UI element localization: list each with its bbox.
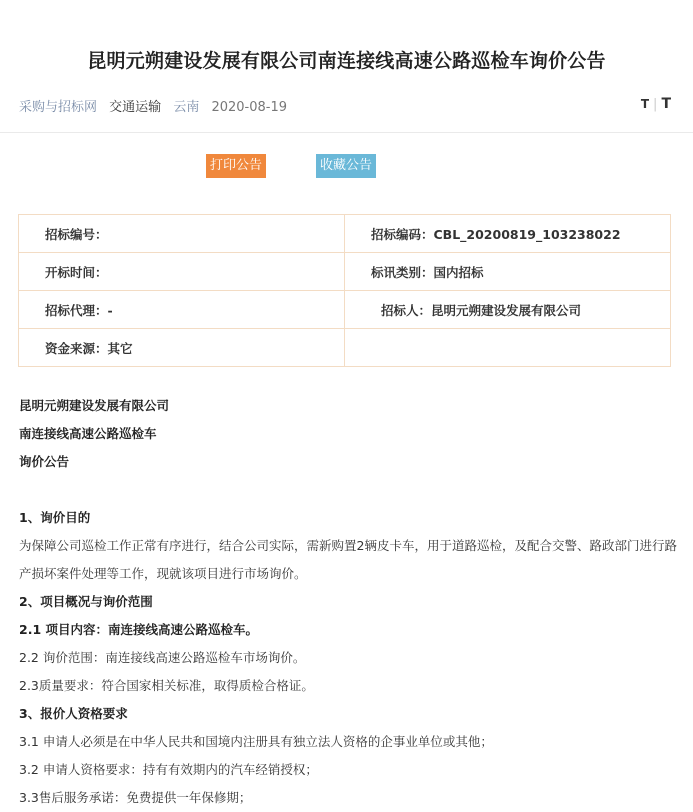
paragraph: 2.1 项目内容：南连接线高速公路巡检车。 [19, 622, 258, 637]
table-cell: 招标人：昆明元朔建设发展有限公司 [345, 291, 671, 329]
heading-line: 昆明元朔建设发展有限公司 [19, 398, 170, 413]
table-cell: 开标时间： [19, 253, 345, 291]
table-cell: 标讯类别：国内招标 [345, 253, 671, 291]
table-row [19, 329, 671, 367]
announcement-body [19, 392, 679, 812]
paragraph: 2.2 询价范围：南连接线高速公路巡检车市场询价。 [19, 650, 306, 665]
source-link[interactable]: 采购与招标网 [19, 100, 98, 115]
header-divider [0, 132, 693, 133]
print-button[interactable]: 打印公告 [206, 154, 266, 178]
table-cell [345, 329, 671, 367]
heading-line: 南连接线高速公路巡检车 [19, 426, 157, 441]
bid-info-table [18, 214, 671, 367]
font-size-controls: T | T [640, 96, 671, 112]
favorite-button[interactable]: 收藏公告 [316, 154, 376, 178]
table-row [19, 253, 671, 291]
table-cell: 招标编号： [19, 215, 345, 253]
font-large-button[interactable]: T [640, 97, 650, 111]
paragraph: 2.3质量要求：符合国家相关标准，取得质检合格证。 [19, 678, 314, 693]
spacer [19, 476, 679, 504]
paragraph: 3、报价人资格要求 [19, 706, 128, 721]
table-cell: 资金来源：其它 [19, 329, 345, 367]
paragraph: 3.1 申请人必须是在中华人民共和国境内注册具有独立法人资格的企事业单位或其他； [19, 734, 493, 749]
article-meta [19, 96, 671, 115]
paragraph: 1、询价目的 [19, 510, 91, 525]
paragraph: 3.3售后服务承诺：免费提供一年保修期； [19, 790, 252, 805]
paragraph: 3.2 申请人资格要求：持有有效期内的汽车经销授权； [19, 762, 318, 777]
table-row [19, 291, 671, 329]
table-cell: 招标代理：- [19, 291, 345, 329]
font-small-button[interactable]: T [661, 96, 671, 112]
paragraph: 为保障公司巡检工作正常有序进行，结合公司实际，需新购置2辆皮卡车，用于道路巡检，及配合交警、路政部门进行路产损坏案件处理等工作，现就该项目进行市场询价。 [19, 538, 677, 581]
publish-date: 2020-08-19 [211, 100, 288, 115]
region-link[interactable]: 云南 [173, 100, 200, 115]
paragraph: 2、项目概况与询价范围 [19, 594, 153, 609]
page-title: 昆明元朔建设发展有限公司南连接线高速公路巡检车询价公告 [87, 50, 606, 72]
table-row [19, 215, 671, 253]
table-cell: 招标编码：CBL_20200819_103238022 [345, 215, 671, 253]
heading-line: 询价公告 [19, 454, 70, 469]
category-label: 交通运输 [109, 100, 162, 115]
